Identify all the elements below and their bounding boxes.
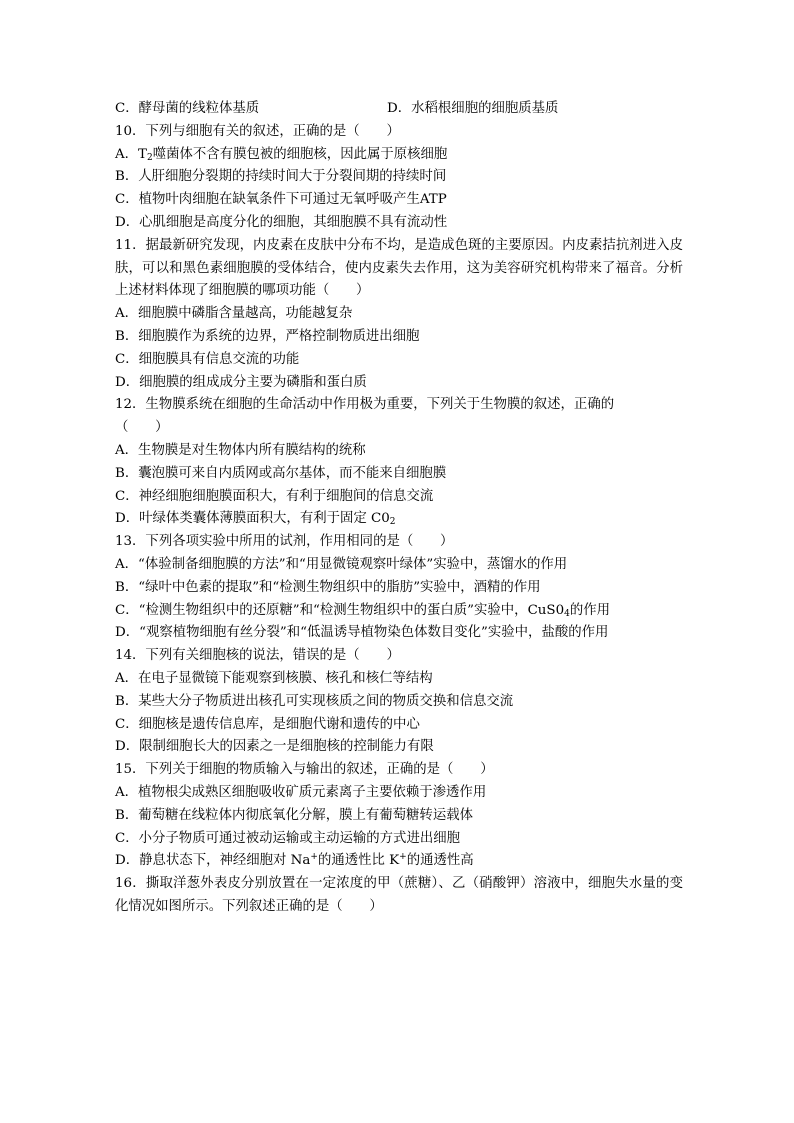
- q13-option-b: B．“绿叶中色素的提取”和“检测生物组织中的脂肪”实验中，酒精的作用: [115, 579, 541, 595]
- q13-option-d: D．“观察植物细胞有丝分裂”和“低温诱导植物染色体数目变化”实验中，盐酸的作用: [115, 625, 609, 641]
- q15-option-b: B．葡萄糖在线粒体内彻底氧化分解，膜上有葡萄糖转运载体: [115, 807, 473, 823]
- q11-option-d: D．细胞膜的组成成分主要为磷脂和蛋白质: [115, 374, 367, 390]
- q12-stem: 12．生物膜系统在细胞的生命活动中作用极为重要，下列关于生物膜的叙述，正确的: [115, 397, 615, 413]
- q11-option-a: A．细胞膜中磷脂含量越高，功能越复杂: [115, 306, 353, 322]
- q12-option-d: D．叶绿体类囊体薄膜面积大，有利于固定 $C0_2$: [115, 511, 396, 528]
- q11-stem: 11．据最新研究发现，内皮素在皮肤中分布不均，是造成色斑的主要原因。内皮素拮抗剂进入皮肤，可以和黑色素细胞膜的受体结合，使内皮素失去作用，这为美容研究机构带来了福音。分析上述材料体现了细胞膜的哪项功能（ ）: [115, 237, 683, 299]
- q11-option-b: B．细胞膜作为系统的边界，严格控制物质进出细胞: [115, 328, 420, 344]
- q10-option-c: C．植物叶肉细胞在缺氧条件下可通过无氧呼吸产生ATP: [115, 192, 447, 208]
- q12-option-a: A．生物膜是对生物体内所有膜结构的统称: [115, 442, 366, 458]
- q14-option-c: C．细胞核是遗传信息库，是细胞代谢和遗传的中心: [115, 716, 420, 732]
- question-list: [115, 98, 683, 919]
- q13-option-a: A．“体验制备细胞膜的方法”和“用显微镜观察叶绿体”实验中，蒸馏水的作用: [115, 556, 568, 572]
- q14-option-d: D．限制细胞长大的因素之一是细胞核的控制能力有限: [115, 739, 434, 755]
- q10-option-b: B．人肝细胞分裂期的持续时间大于分裂间期的持续时间: [115, 169, 447, 185]
- q14-stem: 14．下列有关细胞核的说法，错误的是（ ）: [115, 648, 400, 664]
- q13-stem: 13．下列各项实验中所用的试剂，作用相同的是（ ）: [115, 534, 454, 550]
- q12-option-b: B．囊泡膜可来自内质网或高尔基体，而不能来自细胞膜: [115, 465, 447, 481]
- q9-option-d: D．水稻根细胞的细胞质基质: [387, 101, 559, 116]
- q15-stem: 15．下列关于细胞的物质输入与输出的叙述，正确的是（ ）: [115, 762, 494, 778]
- q14-option-b: B．某些大分子物质进出核孔可实现核质之间的物质交换和信息交流: [115, 693, 514, 709]
- q9-options-cd: [115, 98, 683, 121]
- q14-option-a: A．在电子显微镜下能观察到核膜、核孔和核仁等结构: [115, 670, 433, 686]
- q10-stem: 10．下列与细胞有关的叙述，正确的是（ ）: [115, 123, 400, 139]
- q12-option-c: C．神经细胞细胞膜面积大，有利于细胞间的信息交流: [115, 488, 434, 504]
- q10-option-a: A．$T_2$噬菌体不含有膜包被的细胞核，因此属于原核细胞: [115, 146, 448, 163]
- q16-stem: 16．撕取洋葱外表皮分别放置在一定浓度的甲（蔗糖）、乙（硝酸钾）溶液中，细胞失水量的变化情况如图所示。下列叙述正确的是（ ）: [115, 876, 683, 914]
- q13-option-c: C．“检测生物组织中的还原糖”和“检测生物组织中的蛋白质”实验中，$CuS0_4$的作用: [115, 602, 611, 619]
- q11-option-c: C．细胞膜具有信息交流的功能: [115, 351, 300, 367]
- q10-option-d: D．心肌细胞是高度分化的细胞，其细胞膜不具有流动性: [115, 214, 448, 230]
- q15-option-a: A．植物根尖成熟区细胞吸收矿质元素离子主要依赖于渗透作用: [115, 784, 487, 800]
- q15-option-c: C．小分子物质可通过被动运输或主动运输的方式进出细胞: [115, 830, 461, 846]
- q15-option-d: D．静息状态下，神经细胞对 Na+的通透性比 K+的通透性高: [115, 852, 474, 869]
- q12-answer-paren: （ ）: [115, 420, 169, 436]
- q9-option-c: C．酵母菌的线粒体基质: [115, 101, 260, 116]
